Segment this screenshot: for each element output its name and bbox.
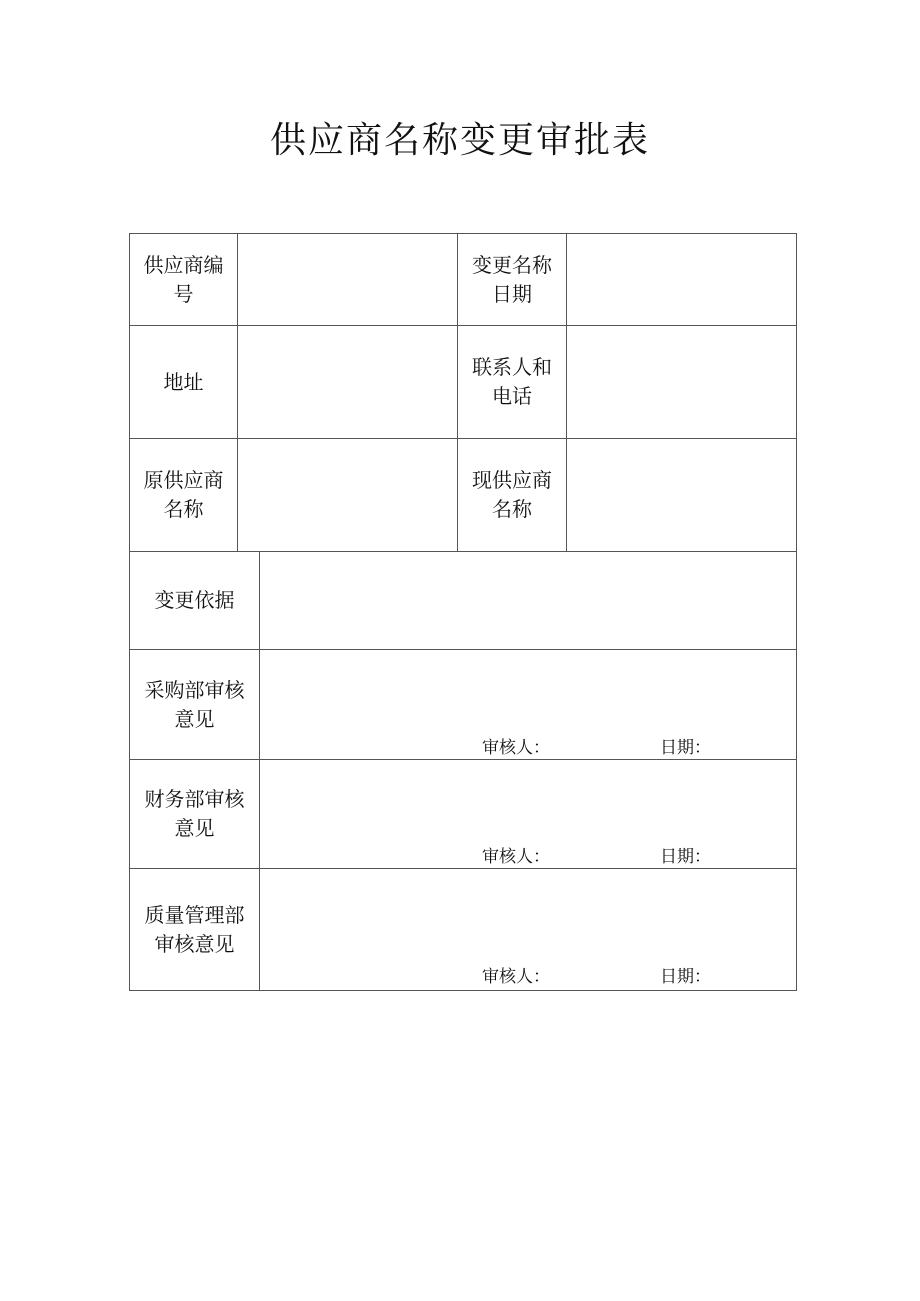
purchasing-review-field[interactable] xyxy=(259,649,797,760)
purchasing-reviewer-label: 审核人： xyxy=(482,738,550,758)
quality-review-field[interactable] xyxy=(259,868,797,991)
quality-review-label-text: 质量管理部审核意见 xyxy=(144,902,245,956)
supplier-code-label-text: 供应商编号 xyxy=(143,252,224,306)
original-name-label-text: 原供应商名称 xyxy=(143,468,224,521)
supplier-code-label xyxy=(129,233,238,326)
supplier-code-field[interactable] xyxy=(237,233,458,326)
purchasing-date-label: 日期： xyxy=(660,738,711,758)
finance-review-label xyxy=(129,759,260,869)
address-label xyxy=(129,325,238,439)
finance-date-label: 日期： xyxy=(660,847,711,867)
change-date-label xyxy=(457,233,567,326)
quality-date-label: 日期： xyxy=(660,967,711,987)
finance-reviewer-label: 审核人： xyxy=(482,847,550,867)
current-name-label xyxy=(457,438,567,552)
page-title: 供应商名称变更审批表 xyxy=(269,120,650,161)
quality-review-label xyxy=(129,868,260,991)
change-date-label-text: 变更名称日期 xyxy=(472,252,552,306)
address-label-text: 地址 xyxy=(163,369,204,394)
purchasing-review-label xyxy=(129,649,260,760)
change-basis-label-text: 变更依据 xyxy=(154,588,235,612)
current-name-field[interactable] xyxy=(566,438,797,552)
current-name-label-text: 现供应商名称 xyxy=(472,468,552,521)
contact-label xyxy=(457,325,567,439)
contact-field[interactable] xyxy=(566,325,797,439)
original-name-field[interactable] xyxy=(237,438,458,552)
original-name-label xyxy=(129,438,238,552)
contact-label-text: 联系人和电话 xyxy=(472,355,552,408)
change-basis-field[interactable] xyxy=(259,551,797,650)
finance-review-field[interactable] xyxy=(259,759,797,869)
finance-review-label-text: 财务部审核意见 xyxy=(144,787,245,840)
purchasing-review-label-text: 采购部审核意见 xyxy=(144,677,245,731)
quality-reviewer-label: 审核人： xyxy=(482,967,550,987)
change-date-field[interactable] xyxy=(566,233,797,326)
address-field[interactable] xyxy=(237,325,458,439)
change-basis-label xyxy=(129,551,260,650)
